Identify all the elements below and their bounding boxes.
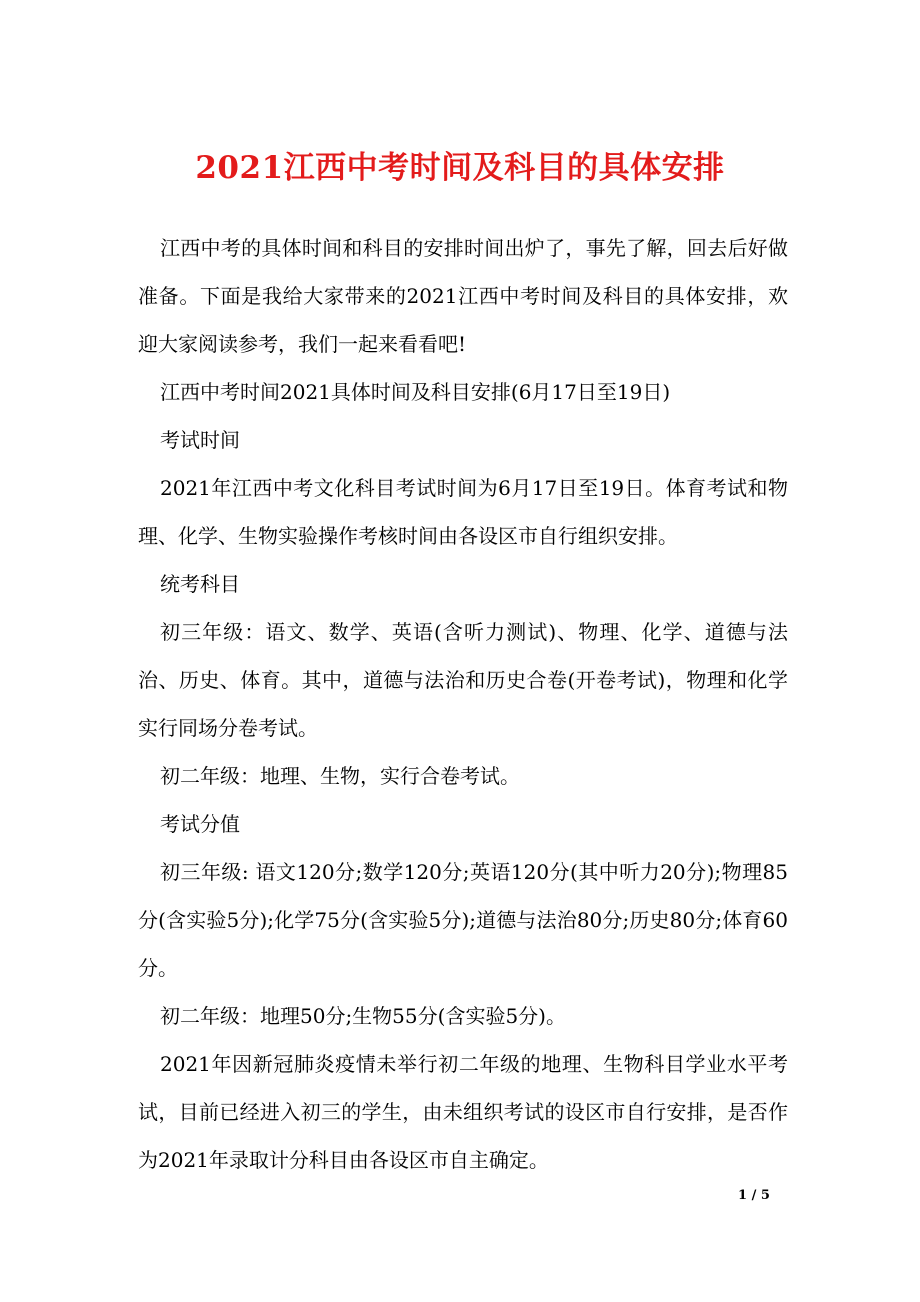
paragraph-grade9-scores: 初三年级: 语文120分;数学120分;英语120分(其中听力20分);物理85分(含实验5分);化学75分(含实验5分);道德与法治80分;历史80分;体育60分。 xyxy=(138,860,788,980)
paragraph-schedule-heading: 江西中考时间2021具体时间及科目安排(6月17日至19日) xyxy=(160,380,671,404)
section-heading-exam-time: 考试时间 xyxy=(160,428,240,452)
paragraph-intro: 江西中考的具体时间和科目的安排时间出炉了，事先了解，回去后好做准备。下面是我给大家带来的2021江西中考时间及科目的具体安排，欢迎大家阅读参考，我们一起来看看吧! xyxy=(138,236,788,356)
paragraph-covid-note: 2021年因新冠肺炎疫情未举行初二年级的地理、生物科目学业水平考试，目前已经进入初三的学生，由未组织考试的设区市自行安排，是否作为2021年录取计分科目由各设区市自主确定。 xyxy=(138,1052,788,1172)
section-heading-scores: 考试分值 xyxy=(160,812,240,836)
section-heading-subjects: 统考科目 xyxy=(160,572,240,596)
document-title: 2021江西中考时间及科目的具体安排 xyxy=(195,150,725,186)
paragraph-exam-time: 2021年江西中考文化科目考试时间为6月17日至19日。体育考试和物理、化学、生物实验操作考核时间由各设区市自行组织安排。 xyxy=(138,476,788,548)
document-body xyxy=(138,224,788,1184)
paragraph-grade8-scores: 初二年级：地理50分;生物55分(含实验5分)。 xyxy=(160,1004,566,1028)
paragraph-grade8-subjects: 初二年级：地理、生物，实行合卷考试。 xyxy=(160,764,520,788)
page-indicator: 1 / 5 xyxy=(738,1188,770,1203)
paragraph-grade9-subjects: 初三年级：语文、数学、英语(含听力测试)、物理、化学、道德与法治、历史、体育。其中，道德与法治和历史合卷(开卷考试)，物理和化学实行同场分卷考试。 xyxy=(138,620,788,740)
